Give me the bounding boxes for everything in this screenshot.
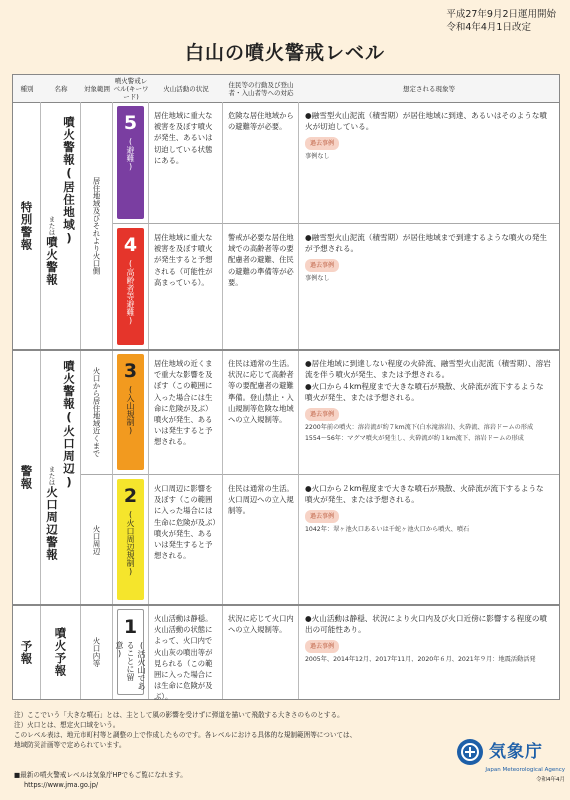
past-case-text: 1554～56年：マグマ噴火が発生し、火砕流が約１km流下、溶岩ドームの形成	[305, 435, 524, 443]
start-date: 平成27年9月2日運用開始	[446, 9, 556, 20]
header-type: 種別	[13, 75, 42, 103]
level-1-cell	[113, 605, 149, 699]
level-5-badge	[117, 106, 144, 219]
note-1: 注）ここでいう「大きな噴石」とは、主として風の影響を受けずに弾道を描いて飛散する大きさのものとする。	[14, 711, 344, 719]
activity-text: 居住地域に重大な被害を及ぼす噴火が発生すると予想される（可能性が高まっている）。	[154, 233, 213, 287]
phenomenon-text: ●融雪型火山泥流（積雪期）が居住地域に到達、あるいはそのような噴火が切迫している。	[305, 111, 548, 132]
note-3: このレベル表は、地元市町村等と調整の上で作成したものです。各レベルにおける具体的な規制範囲等については、	[14, 731, 357, 739]
past-case-text: 2200年前の噴火：溶岩流が約７km流下(白水滝溶岩)、火砕流、溶岩ドームの形成	[305, 424, 534, 432]
footer-link-text: ■最新の噴火警戒レベルは気象庁HPでもご覧になれます。	[14, 771, 187, 779]
header-activity: 火山活動の状況	[149, 75, 224, 103]
past-cases-label: 過去事例	[305, 408, 339, 421]
type-special: 特別警報	[13, 102, 41, 350]
level-3-cell	[113, 350, 149, 475]
action-cell	[223, 475, 299, 605]
action-cell	[223, 350, 299, 475]
activity-cell	[149, 350, 223, 475]
scope-special: 居住地域及びそれより火口側	[81, 102, 113, 350]
phenomena-cell	[299, 102, 559, 224]
scope-near: 火口から居住地域近くまで	[81, 350, 113, 475]
level-keyword: (火口周辺規制)	[126, 510, 135, 576]
past-case-text: 事例なし	[305, 275, 330, 283]
past-cases-label: 過去事例	[305, 137, 339, 150]
activity-text: 居住地域の近くまで重大な影響を及ぼす（この範囲に入った場合には生命に危険が及ぶ）噴火が発生、あるいは発生すると予想される。	[154, 359, 213, 447]
name-special: 噴火警報(居住地域) または 噴火警報	[41, 102, 81, 350]
action-text: 住民は通常の生活。火口周辺への立入規制等。	[228, 484, 294, 516]
level-2-badge	[117, 479, 144, 600]
level-2-cell	[113, 475, 149, 605]
header-action: 住民等の行動及び登山者・入山者等への対応	[223, 75, 300, 103]
name-forecast: 噴火予報	[41, 605, 81, 699]
past-case-text: 1042年：翠ヶ池火口あるいは千蛇ヶ池火口から噴火、噴石	[305, 526, 470, 534]
action-text: 住民は通常の生活。状況に応じて高齢者等の要配慮者の避難準備。登山禁止・入山規制等危険な地域への立入規制等。	[228, 359, 294, 425]
level-3-badge	[117, 354, 144, 470]
notes	[14, 710, 414, 750]
past-case-text: 事例なし	[305, 153, 330, 161]
agency-date: 令和4年4月	[536, 777, 565, 783]
header-name: 名称	[41, 75, 82, 103]
phenomenon-text: ●火口から２km程度まで大きな噴石が飛散、火砕流が流下するような噴火が発生、または予想される。	[305, 484, 544, 505]
activity-text: 火口周辺に影響を及ぼす（この範囲に入った場合には生命に危険が及ぶ）噴火が発生、あるいは発生すると予想される。	[154, 484, 217, 561]
phenomena-cell	[299, 350, 559, 475]
activity-cell	[149, 224, 223, 350]
name-warning: 噴火警報(火口周辺) または 火口周辺警報	[41, 350, 81, 605]
level-keyword: (入山規制)	[126, 385, 135, 435]
phenomena-cell	[299, 605, 559, 699]
dates	[446, 8, 556, 34]
scope-crater-area: 火口周辺	[81, 475, 113, 605]
note-4: 地域防災計画等で定められています。	[14, 741, 126, 749]
action-cell	[223, 605, 299, 699]
footer-url[interactable]: https://www.jma.go.jp/	[24, 781, 99, 789]
phenomena-cell	[299, 475, 559, 605]
action-cell	[223, 102, 299, 224]
group-divider	[13, 604, 559, 606]
jma-emblem-icon	[455, 737, 485, 767]
activity-cell	[149, 475, 223, 605]
header-phenomena: 想定される現象等	[299, 75, 559, 103]
scope-crater: 火口内等	[81, 605, 113, 699]
level-keyword: (高齢者等避難)	[126, 259, 135, 325]
page-title: 白山の噴火警戒レベル	[184, 42, 385, 64]
level-keyword: (避難)	[126, 137, 135, 171]
phenomenon-text: ●火山活動は静穏、状況により火口内及び火口近傍に影響する程度の噴出の可能性あり。	[305, 614, 548, 635]
level-keyword: (活火山であることに留意)	[115, 641, 146, 690]
phenomenon-text: ●居住地域に到達しない程度の火砕流、融雪型火山泥流（積雪期）、溶岩流を伴う噴火が発生、または予想される。	[305, 359, 551, 380]
group-divider	[13, 349, 559, 351]
type-forecast: 予報	[13, 605, 41, 699]
past-cases-label: 過去事例	[305, 510, 339, 523]
level-number: 4	[123, 234, 138, 256]
phenomenon-text: ●火口から４km程度まで大きな噴石が飛散、火砕流が流下するような噴火が発生、または予想される。	[305, 381, 544, 403]
action-text: 危険な居住地域からの避難等が必要。	[228, 111, 294, 132]
phenomenon-text: ●融雪型火山泥流（積雪期）が居住地域まで到達するような噴火の発生が予想される。	[305, 233, 548, 254]
alert-level-table	[12, 74, 560, 700]
action-text: 状況に応じて火口内への立入規制等。	[228, 614, 294, 635]
footer-link	[14, 770, 414, 790]
past-cases-label: 過去事例	[305, 640, 339, 653]
action-text: 警戒が必要な居住地域での高齢者等の要配慮者の避難、住民の避難の準備等が必要。	[228, 233, 294, 287]
level-4-badge	[117, 228, 144, 345]
agency-name-en: Japan Meteorological Agency	[485, 767, 565, 773]
level-1-badge	[117, 609, 144, 695]
level-number: 3	[123, 360, 138, 382]
level-5-cell	[113, 102, 149, 224]
activity-cell	[149, 605, 223, 702]
level-4-cell	[113, 224, 149, 350]
past-case-text: 2005年、2014年12月、2017年11月、2020年６月、2021年９月：地震活動活発	[305, 656, 536, 664]
header-level: 噴火警戒レベル(キーワード)	[113, 75, 150, 103]
agency-name: 気象庁	[489, 742, 543, 762]
activity-text: 火山活動は静穏。火山活動の状態によって、火口内で火山灰の噴出等が見られる（この範囲に入った場合には生命に危険が及ぶ）。	[154, 614, 213, 702]
level-number: 2	[123, 485, 138, 507]
level-number: 1	[123, 616, 138, 638]
revised-date: 令和4年4月1日改定	[446, 22, 531, 33]
jma-logo	[455, 735, 565, 785]
past-cases-label: 過去事例	[305, 259, 339, 272]
header-scope: 対象範囲	[81, 75, 114, 103]
activity-cell	[149, 102, 223, 224]
note-2: 注）火口とは、想定火口域をいう。	[14, 721, 120, 729]
phenomena-cell	[299, 224, 559, 350]
level-number: 5	[123, 112, 138, 134]
action-cell	[223, 224, 299, 350]
activity-text: 居住地域に重大な被害を及ぼす噴火が発生、あるいは切迫している状態にある。	[154, 111, 213, 165]
type-warning: 警報	[13, 350, 41, 605]
